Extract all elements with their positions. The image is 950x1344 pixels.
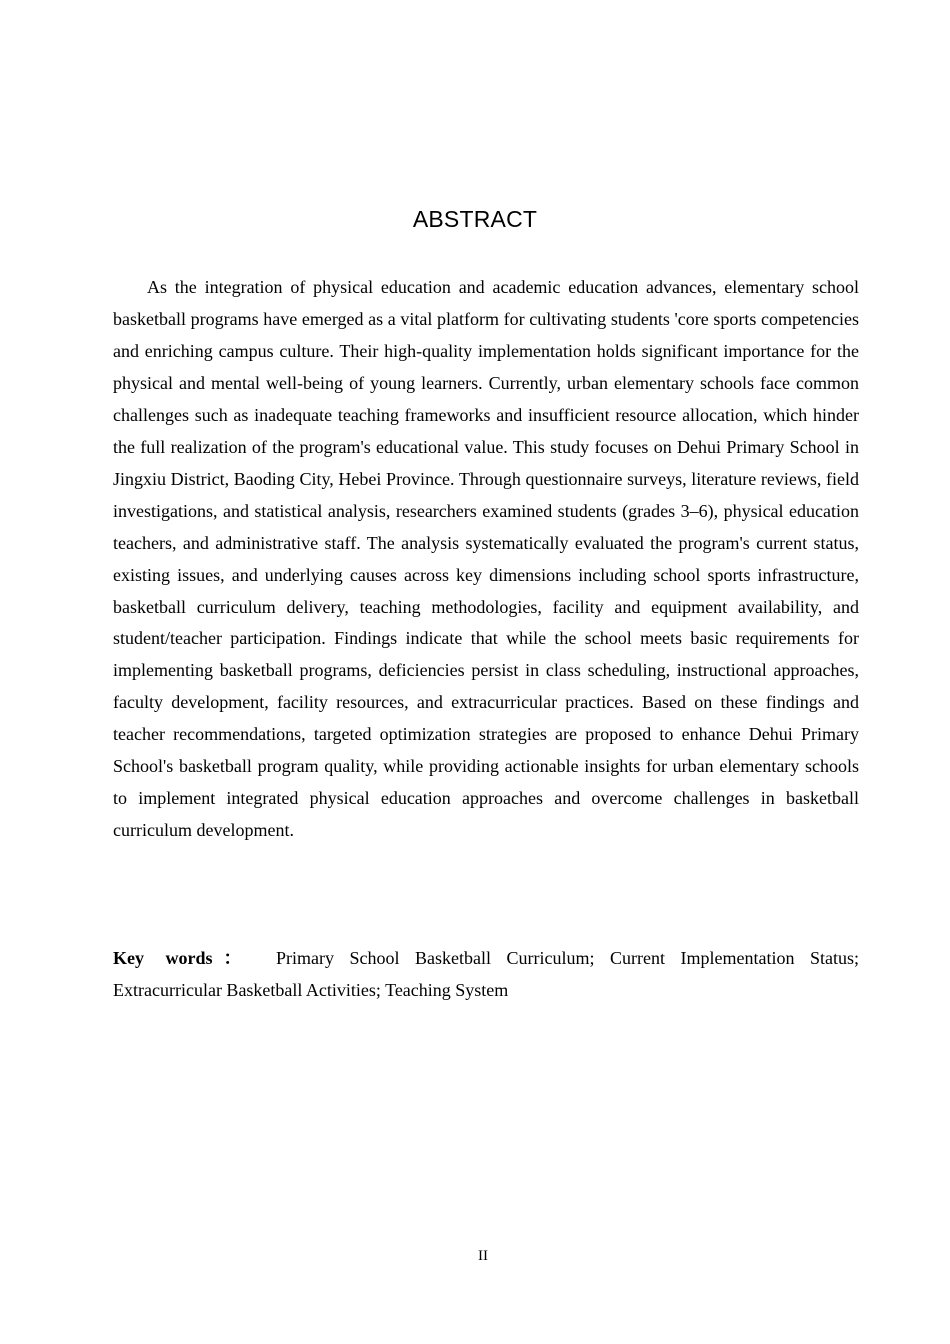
abstract-title: ABSTRACT	[412, 206, 538, 232]
keywords-text: Primary School Basketball Curriculum; Current Implementation Status; Extracurricular Basketball Activities; Teaching System	[113, 948, 860, 1000]
keywords-label: Key words：	[113, 948, 253, 968]
abstract-paragraph: As the integration of physical education and academic education advances, elementary school basketball programs have emerged as a vital platform for cultivating students 'core sports competencies and enriching campus culture. Their high-quality implementation holds significant importance for the physical and mental well-being of young learners. Currently, urban elementary schools face common challenges such as inadequate teaching frameworks and insufficient resource allocation, which hinder the full realization of the program's educational value. This study focuses on Dehui Primary School in Jingxiu District, Baoding City, Hebei Province. Through questionnaire surveys, literature reviews, field investigations, and statistical analysis, researchers examined students (grades 3–6), physical education teachers, and administrative staff. The analysis systematically evaluated the program's current status, existing issues, and underlying causes across key dimensions including school sports infrastructure, basketball curriculum delivery, teaching methodologies, facility and equipment availability, and student/teacher participation. Findings indicate that while the school meets basic requirements for implementing basketball programs, deficiencies persist in class scheduling, instructional approaches, faculty development, facility resources, and extracurricular practices. Based on these findings and teacher recommendations, targeted optimization strategies are proposed to enhance Dehui Primary School's basketball program quality, while providing actionable insights for urban elementary schools to implement integrated physical education approaches and overcome challenges in basketball curriculum development.	[113, 277, 859, 841]
keywords-section	[113, 942, 859, 1006]
page-number: II	[478, 1248, 488, 1264]
